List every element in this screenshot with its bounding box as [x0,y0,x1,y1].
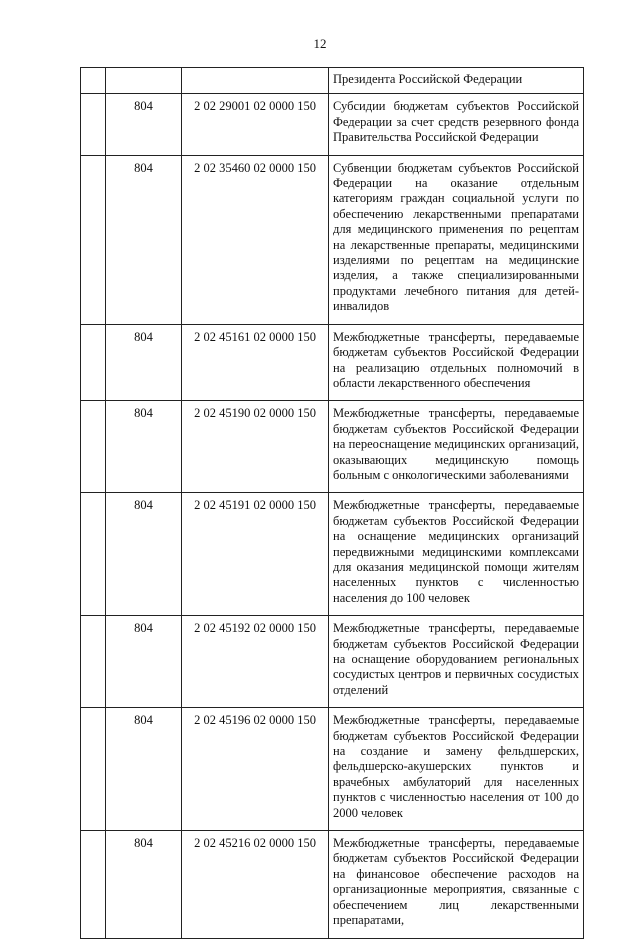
page-number: 12 [313,36,327,51]
income-name-cell: Межбюджетные трансферты, передаваемые бюджетам субъектов Российской Федерации на переоснащение медицинских организаций, оказывающих медицинскую помощь больным с онкологическими заболеваниями [329,401,584,493]
income-code-cell: 2 02 45192 02 0000 150 [182,616,329,708]
admin-code-cell: 804 [106,324,182,401]
income-name-cell: Межбюджетные трансферты, передаваемые бюджетам субъектов Российской Федерации на реализацию отдельных полномочий в области лекарственного обеспечения [329,324,584,401]
income-code-cell: 2 02 45161 02 0000 150 [182,324,329,401]
income-code-cell: 2 02 45190 02 0000 150 [182,401,329,493]
income-name-cell: Межбюджетные трансферты, передаваемые бюджетам субъектов Российской Федерации на создание и замену фельдшерских, фельдшерско-акушерских пунктов и врачебных амбулаторий для населенных пунктов с численностью населения от 100 до 2000 человек [329,708,584,831]
income-code-cell: 2 02 29001 02 0000 150 [182,94,329,155]
table-row [81,616,584,708]
blank-cell [81,324,106,401]
table-row [81,68,584,94]
blank-cell [81,401,106,493]
table-row [81,401,584,493]
table-row [81,155,584,324]
income-code-cell: 2 02 45191 02 0000 150 [182,493,329,616]
table-row [81,708,584,831]
admin-code-cell: 804 [106,616,182,708]
admin-code-cell: 804 [106,708,182,831]
table-row [81,94,584,155]
income-code-cell [182,68,329,94]
table-row [81,324,584,401]
blank-cell [81,708,106,831]
income-code-cell: 2 02 35460 02 0000 150 [182,155,329,324]
admin-code-cell: 804 [106,401,182,493]
blank-cell [81,155,106,324]
income-code-cell: 2 02 45216 02 0000 150 [182,831,329,938]
admin-code-cell: 804 [106,831,182,938]
income-name-cell: Президента Российской Федерации [329,68,584,94]
income-name-cell: Субвенции бюджетам субъектов Российской Федерации на оказание отдельным категориям граждан социальной услуги по обеспечению лекарственными препаратами для медицинского применения по рецептам на лекарственные препараты, медицинскими изделиями по рецептам на медицинские изделия, а также специализированными продуктами лечебного питания для детей-инвалидов [329,155,584,324]
blank-cell [81,94,106,155]
admin-code-cell [106,68,182,94]
income-name-cell: Межбюджетные трансферты, передаваемые бюджетам субъектов Российской Федерации на финансовое обеспечение расходов на организационные мероприятия, связанные с обеспечением лиц лекарственными препаратами, [329,831,584,938]
blank-cell [81,831,106,938]
table-row [81,493,584,616]
table-row [81,831,584,938]
admin-code-cell: 804 [106,94,182,155]
blank-cell [81,616,106,708]
budget-code-table [80,67,584,939]
admin-code-cell: 804 [106,493,182,616]
income-code-cell: 2 02 45196 02 0000 150 [182,708,329,831]
admin-code-cell: 804 [106,155,182,324]
income-name-cell: Межбюджетные трансферты, передаваемые бюджетам субъектов Российской Федерации на оснащение оборудованием региональных сосудистых центров и первичных сосудистых отделений [329,616,584,708]
blank-cell [81,493,106,616]
blank-cell [81,68,106,94]
income-name-cell: Субсидии бюджетам субъектов Российской Федерации за счет средств резервного фонда Правительства Российской Федерации [329,94,584,155]
income-name-cell: Межбюджетные трансферты, передаваемые бюджетам субъектов Российской Федерации на оснащение медицинских организаций передвижными медицинскими комплексами для оказания медицинской помощи жителям населенных пунктов с численностью населения до 100 человек [329,493,584,616]
